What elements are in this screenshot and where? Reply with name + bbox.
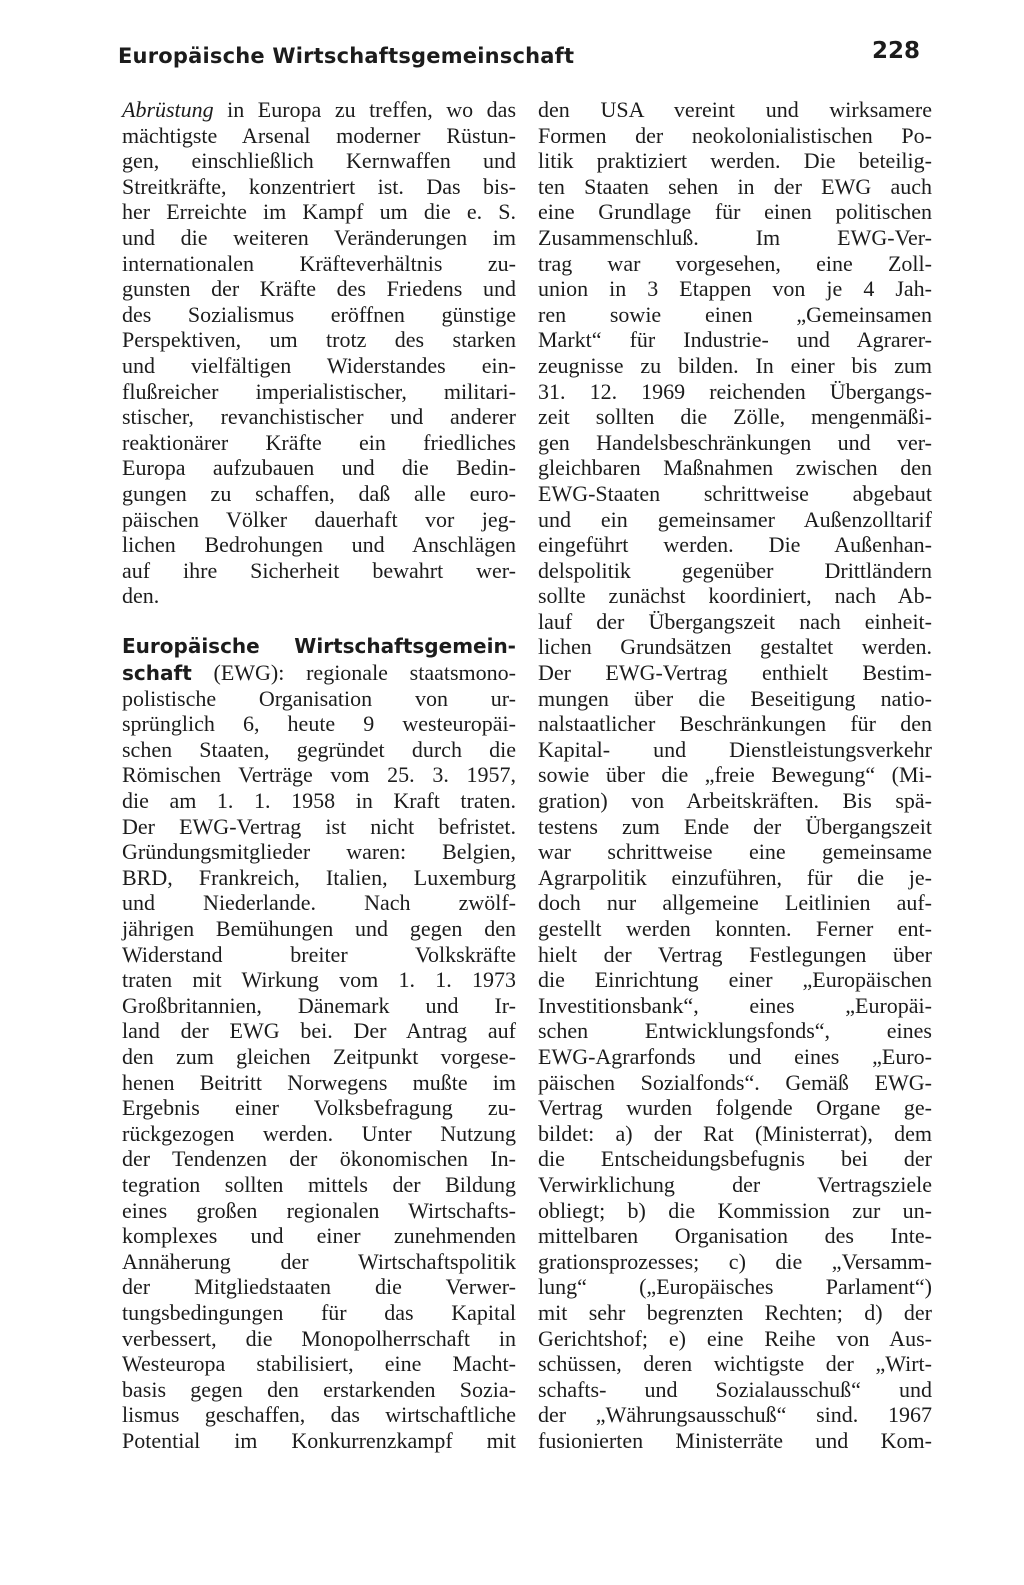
text-line: gunsten der Kräfte des Friedens und [122, 276, 516, 302]
text-line: lismus geschaffen, das wirtschaftliche [122, 1402, 516, 1428]
text-line: tegration sollten mittels der Bildung [122, 1171, 516, 1197]
text-line: trag war vorgesehen, eine Zoll- [538, 250, 932, 276]
text-line: Europa aufzubauen und die Bedin- [122, 455, 516, 481]
text-line: sollte zunächst koordiniert, nach Ab- [538, 583, 932, 609]
text-line: Vertrag wurden folgende Organe ge- [538, 1095, 932, 1121]
left-column [122, 97, 516, 1453]
text-line: flußreicher imperialistischer, militari- [122, 378, 516, 404]
text-line: die am 1. 1. 1958 in Kraft traten. [122, 788, 516, 814]
text-line: und Niederlande. Nach zwölf- [122, 890, 516, 916]
text-line: internationalen Kräfteverhältnis zu- [122, 250, 516, 276]
text-line: Ergebnis einer Volksbefragung zu- [122, 1095, 516, 1121]
text-line: war schrittweise eine gemeinsame [538, 839, 932, 865]
text-line: land der EWG bei. Der Antrag auf [122, 1018, 516, 1044]
text-line: Investitionsbank“, eines „Europäi- [538, 992, 932, 1018]
text-line: union in 3 Etappen von je 4 Jah- [538, 276, 932, 302]
text-line: den. [122, 583, 160, 609]
text-line: sowie über die „freie Bewegung“ (Mi- [538, 762, 932, 788]
text-line: Römischen Verträge vom 25. 3. 1957, [122, 762, 516, 788]
text-line: mittelbaren Organisation des Inte- [538, 1223, 932, 1249]
text-line: Markt“ für Industrie- und Agrarer- [538, 327, 932, 353]
continuation-text [122, 97, 516, 609]
text-line: Westeuropa stabilisiert, eine Macht- [122, 1351, 516, 1377]
text-line: schüssen, deren wichtigste der „Wirt- [538, 1351, 932, 1377]
text-run: in Europa zu treffen, wo das [213, 97, 516, 122]
text-line: hielt der Vertrag Festlegungen über [538, 941, 932, 967]
text-line: der Tendenzen der ökonomischen In- [122, 1146, 516, 1172]
text-line: eines großen regionalen Wirtschafts- [122, 1197, 516, 1223]
text-line: Widerstand breiter Volkskräfte [122, 941, 516, 967]
text-line: testens zum Ende der Übergangszeit [538, 813, 932, 839]
text-line: verbessert, die Monopolherrschaft in [122, 1325, 516, 1351]
text-line: und die weiteren Veränderungen im [122, 224, 516, 250]
text-line: polistische Organisation von ur- [122, 685, 516, 711]
text-line: die Entscheidungsbefugnis bei der [538, 1146, 932, 1172]
text-line: schen Staaten, gegründet durch die [122, 736, 516, 762]
italic-term: Abrüstung [122, 97, 214, 122]
text-line: päischen Völker dauerhaft vor jeg- [122, 506, 516, 532]
text-line: Gerichtshof; e) eine Reihe von Aus- [538, 1325, 932, 1351]
text-line: her Erreichte im Kampf um die e. S. [122, 199, 516, 225]
text-line: Kapital- und Dienstleistungsverkehr [538, 736, 932, 762]
text-line: obliegt; b) die Kommission zur un- [538, 1197, 932, 1223]
text-line: stischer, revanchistischer und anderer [122, 404, 516, 430]
text-line: Der EWG-Vertrag enthielt Bestim- [538, 660, 932, 686]
text-line: mit sehr begrenzten Rechten; d) der [538, 1299, 932, 1325]
text-line: jährigen Bemühungen und gegen den [122, 916, 516, 941]
text-line: EWG-Agrarfonds und eines „Euro- [538, 1043, 932, 1069]
text-line: eingeführt werden. Die Außenhan- [538, 532, 932, 558]
text-line: Der EWG-Vertrag ist nicht befristet. [122, 813, 516, 839]
text-line: ren sowie einen „Gemeinsamen [538, 301, 932, 327]
text-line [122, 660, 516, 686]
text-line: auf ihre Sicherheit bewahrt wer- [122, 557, 516, 583]
text-line: mungen über die Beseitigung natio- [538, 685, 932, 711]
text-line: Formen der neokolonialistischen Po- [538, 122, 932, 148]
text-line: nalstaatlicher Beschränkungen für den [538, 711, 932, 737]
text-line: delspolitik gegenüber Drittländern [538, 557, 932, 583]
text-line: schen Entwicklungsfonds“, eines [538, 1018, 932, 1044]
text-line: der „Währungsausschuß“ sind. 1967 [538, 1402, 932, 1428]
text-line: komplexes und einer zunehmenden [122, 1223, 516, 1249]
page-number: 228 [872, 38, 921, 64]
text-line: den USA vereint und wirksamere [538, 97, 932, 122]
text-line: gen Handelsbeschränkungen und ver- [538, 429, 932, 455]
text-line: rückgezogen werden. Unter Nutzung [122, 1120, 516, 1146]
text-line [122, 97, 516, 123]
text-line: Potential im Konkurrenzkampf mit [122, 1427, 516, 1453]
text-line: Perspektiven, um trotz des starken [122, 327, 516, 353]
text-line: gleichbaren Maßnahmen zwischen den [538, 455, 932, 481]
text-line: grationsprozesses; c) die „Versamm- [538, 1248, 932, 1274]
text-line: Gründungsmitglieder waren: Belgien, [122, 839, 516, 865]
text-line: eine Grundlage für einen politischen [538, 199, 932, 225]
text-line: gestellt werden konnten. Ferner ent- [538, 916, 932, 941]
text-line: BRD, Frankreich, Italien, Luxemburg [122, 864, 516, 890]
text-line: ten Staaten sehen in der EWG auch [538, 173, 932, 199]
text-line: des Sozialismus eröffnen günstige [122, 301, 516, 327]
text-line: basis gegen den erstarkenden Sozia- [122, 1376, 516, 1402]
text-line: henen Beitritt Norwegens mußte im [122, 1069, 516, 1095]
text-line: lichen Grundsätzen gestaltet werden. [538, 634, 932, 660]
text-line: gen, einschließlich Kernwaffen und [122, 148, 516, 174]
text-line: lichen Bedrohungen und Anschlägen [122, 532, 516, 558]
text-line: gration) von Arbeitskräften. Bis spä- [538, 788, 932, 814]
text-line: litik praktiziert werden. Die beteilig- [538, 148, 932, 174]
entry-headword-end: schaft [122, 661, 192, 686]
right-column [538, 97, 932, 1453]
text-line: EWG-Staaten schrittweise abgebaut [538, 480, 932, 506]
text-line: Zusammenschluß. Im EWG-Ver- [538, 224, 932, 250]
text-line: und ein gemeinsamer Außenzolltarif [538, 506, 932, 532]
text-line: doch nur allgemeine Leitlinien auf- [538, 890, 932, 916]
text-line: Großbritannien, Dänemark und Ir- [122, 992, 516, 1018]
text-line: päischen Sozialfonds“. Gemäß EWG- [538, 1069, 932, 1095]
text-line: mächtigste Arsenal moderner Rüstun- [122, 122, 516, 148]
text-line: Agrarpolitik einzuführen, für die je- [538, 864, 932, 890]
text-line: bildet: a) der Rat (Ministerrat), dem [538, 1120, 932, 1146]
text-line: fusionierten Ministerräte und Kom- [538, 1427, 932, 1453]
running-head: Europäische Wirtschaftsgemeinschaft [118, 44, 575, 68]
entry-ewg [122, 634, 516, 1453]
text-line: und vielfältigen Widerstandes ein- [122, 352, 516, 378]
paragraph-gap [122, 609, 516, 635]
text-line: gungen zu schaffen, daß alle euro- [122, 480, 516, 506]
text-line: Streitkräfte, konzentriert ist. Das bis- [122, 173, 516, 199]
text-line: lung“ („Europäisches Parlament“) [538, 1274, 932, 1300]
text-line: tungsbedingungen für das Kapital [122, 1299, 516, 1325]
text-line: traten mit Wirkung vom 1. 1. 1973 [122, 967, 516, 993]
text-line: der Mitgliedstaaten die Verwer- [122, 1274, 516, 1300]
text-line: 31. 12. 1969 reichenden Übergangs- [538, 378, 932, 404]
text-line: den zum gleichen Zeitpunkt vorgese- [122, 1043, 516, 1069]
text-line: die Einrichtung einer „Europäischen [538, 967, 932, 993]
text-line: reaktionärer Kräfte ein friedliches [122, 429, 516, 455]
text-line: schafts- und Sozialausschuß“ und [538, 1376, 932, 1402]
text-run: (EWG): regionale staatsmono- [191, 660, 516, 686]
text-line: Verwirklichung der Vertragsziele [538, 1171, 932, 1197]
text-line: zeit sollten die Zölle, mengenmäßi- [538, 404, 932, 430]
text-line: Annäherung der Wirtschaftspolitik [122, 1248, 516, 1274]
text-line: lauf der Übergangszeit nach einheit- [538, 608, 932, 634]
text-line: sprünglich 6, heute 9 westeuropäi- [122, 711, 516, 737]
text-line: zeugnisse zu bilden. In einer bis zum [538, 352, 932, 378]
entry-headword: Europäische Wirtschaftsgemein- [122, 634, 516, 659]
